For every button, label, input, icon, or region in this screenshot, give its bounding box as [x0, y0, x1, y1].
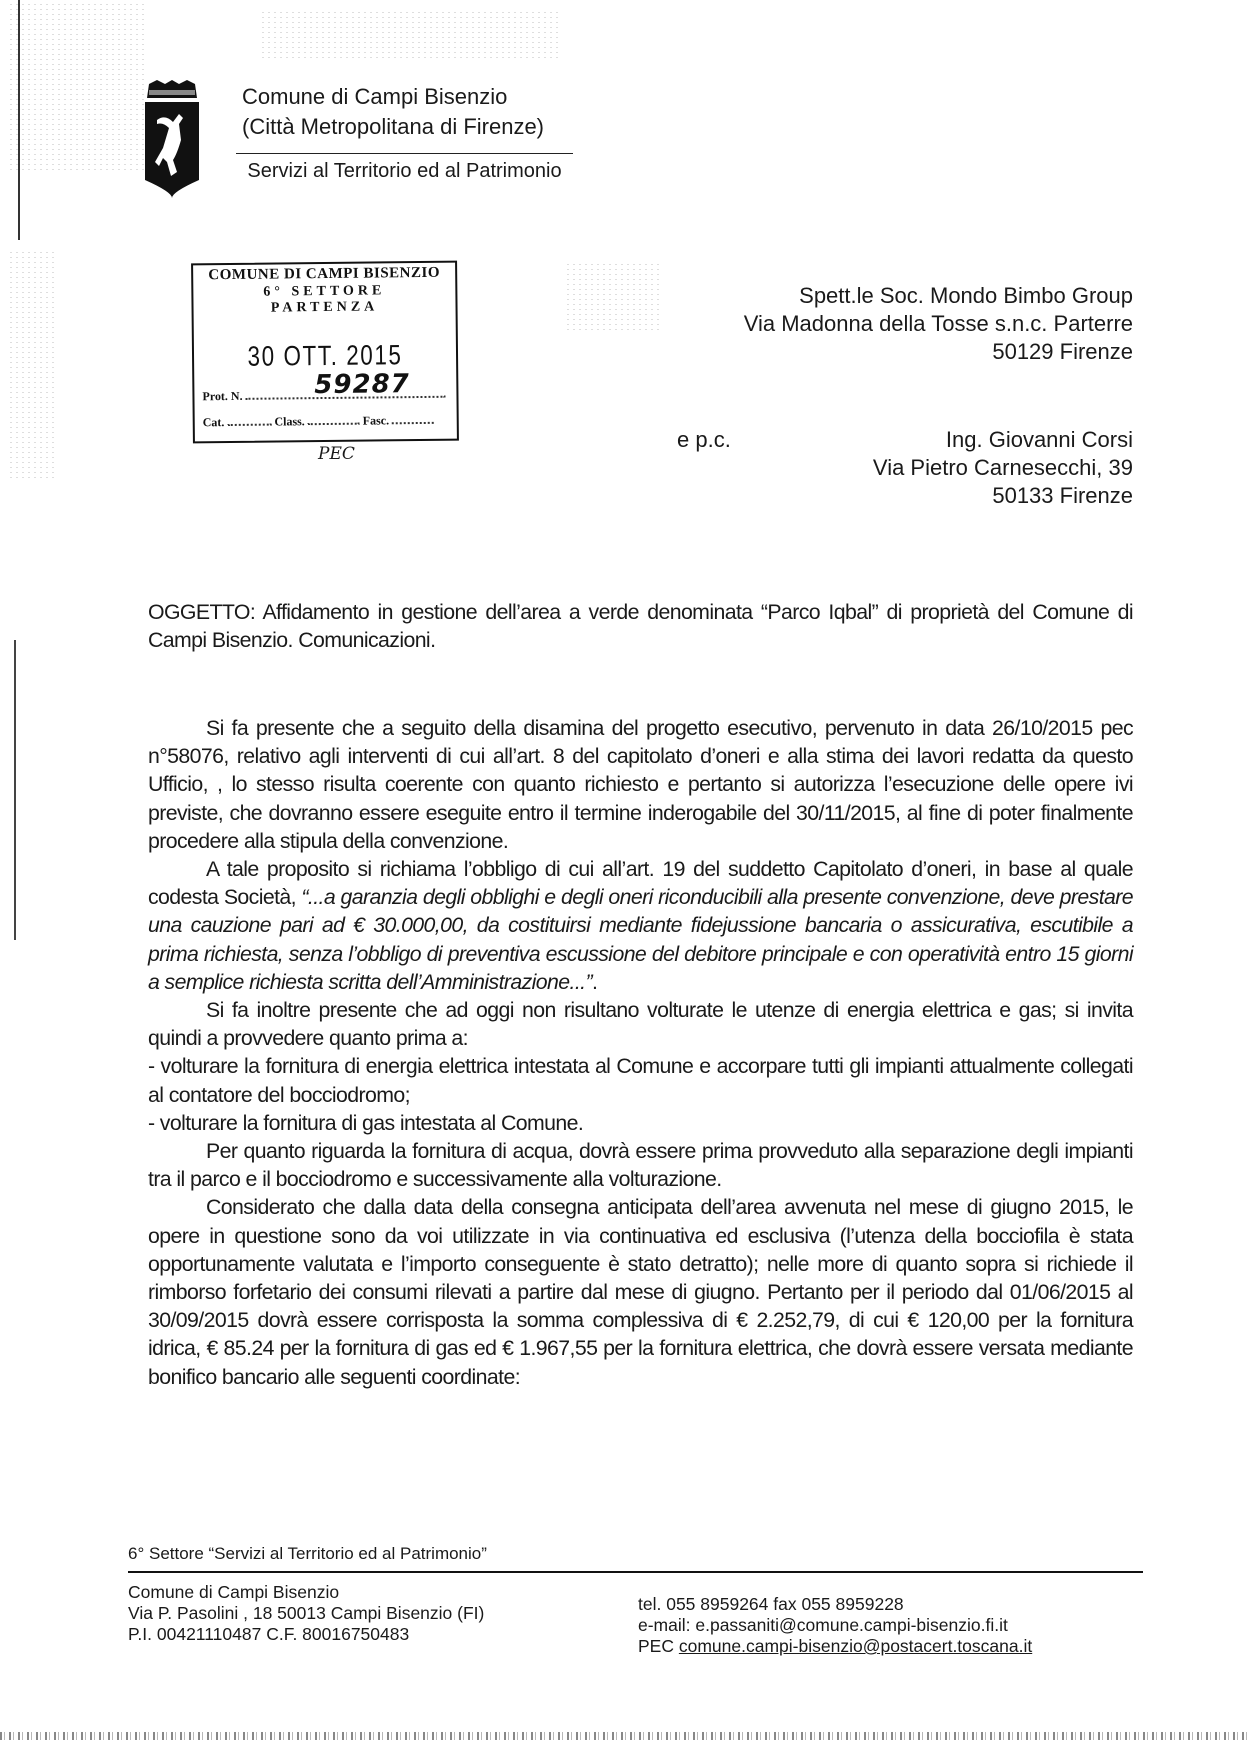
institution-subtitle: (Città Metropolitana di Firenze)	[242, 114, 545, 139]
pec-label: PEC	[638, 1636, 679, 1656]
stamp-line-1: COMUNE DI CAMPI BISENZIO	[208, 264, 441, 284]
protocol-dotted-line	[246, 396, 446, 400]
footer-divider	[128, 1571, 1143, 1573]
footer-tax-ids: P.I. 00421110487 C.F. 80016750483	[128, 1624, 410, 1644]
footer-phone-fax: tel. 055 8959264 fax 055 8959228	[638, 1594, 904, 1614]
protocol-row	[202, 387, 450, 405]
scan-bottom-artifact	[0, 1732, 1247, 1740]
pec-link[interactable]: comune.campi-bisenzio@postacert.toscana.it	[678, 1636, 1033, 1656]
recipient-address	[744, 282, 1133, 366]
bullet-item-1: - volturare la fornitura di energia elettrica intestata al Comune e accorpare tutti gli impianti attualmente collegati al contatore del bocciodromo;	[148, 1054, 1133, 1107]
scan-noise	[8, 250, 58, 480]
footer-contacts	[638, 1594, 1032, 1657]
paragraph-4: Per quanto riguarda la fornitura di acqua, dovrà essere prima provveduto alla separazione degli impianti tra il parco e il bocciodromo e successivamente alla volturazione.	[148, 1139, 1133, 1192]
stamp-line-3: PARTENZA	[270, 299, 379, 316]
institution-name: Comune di Campi Bisenzio	[242, 84, 508, 109]
office-name: Servizi al Territorio ed al Patrimonio	[247, 160, 562, 182]
footer-street: Via P. Pasolini , 18 50013 Campi Bisenzio (FI)	[128, 1603, 485, 1623]
footer-org: Comune di Campi Bisenzio	[128, 1582, 340, 1602]
header-divider	[236, 153, 573, 154]
paragraph-1: Si fa presente che a seguito della disamina del progetto esecutivo, pervenuto in data 26/10/2015 pec n°58076, relativo agli interventi di cui all’art. 8 del capitolato d’oneri e alla stima dei lavori redatta da questo Ufficio, , lo stesso risulta coerente con quanto richiesto e pertanto si autorizza l’esecuzione delle opere ivi previste, che dovranno essere eseguite entro il termine inderogabile del 30/11/2015, al fine di poter finalmente procedere alla stipula della convenzione.	[148, 716, 1133, 853]
paragraph-5: Considerato che dalla data della consegna anticipata dell’area avvenuta nel mese di giugno 2015, le opere in questione sono da voi utilizzate in via continuativa ed esclusiva (l’utenza della bocciofila è stata opportunamente valutata e l’importo conseguente è stato detratto); nelle more di quanto sopra si richiede il rimborso forfetario dei consumi rilevati a partire dal mese di giugno. Pertanto per il periodo dal 01/06/2015 al 30/09/2015 dovrà essere corrisposta la somma complessiva di € 2.252,79, di cui € 120,00 per la fornitura idrica, € 85.24 per la fornitura di gas ed € 1.967,55 per la fornitura elettrica, che dovrà essere versata mediante bonifico bancario alle seguenti coordinate:	[148, 1195, 1133, 1389]
letter-body	[148, 714, 1133, 1391]
scan-noise	[565, 262, 660, 332]
fasc-label: Fasc.	[362, 413, 390, 428]
class-label: Class.	[274, 414, 305, 429]
cc-label: e p.c.	[677, 427, 731, 452]
cc-street: Via Pietro Carnesecchi, 39	[872, 455, 1133, 480]
recipient-city: 50129 Firenze	[992, 339, 1133, 364]
handwritten-pec-note: PEC	[318, 444, 355, 464]
footer-address	[128, 1582, 484, 1645]
dotted-line	[227, 424, 271, 426]
cc-city: 50133 Firenze	[992, 483, 1133, 508]
scan-edge-line	[14, 640, 16, 940]
footer-email-row	[638, 1615, 1032, 1636]
dotted-line	[392, 422, 434, 424]
protocol-label: Prot. N.	[202, 388, 243, 404]
email-label: e-mail:	[638, 1615, 696, 1635]
paragraph-2	[148, 855, 1133, 996]
recipient-name: Spett.le Soc. Mondo Bimbo Group	[799, 283, 1133, 308]
subject	[148, 598, 1133, 654]
paragraph-3: Si fa inoltre presente che ad oggi non risultano volturate le utenze di energia elettrica e gas; si invita quindi a provvedere quanto prima a:	[148, 998, 1133, 1051]
paragraph-2-intro: A tale proposito si richiama l’obbligo di cui all’art. 19 del suddetto Capitolato d’oneri, in base al quale codesta Società,	[148, 857, 1133, 910]
footer-pec-row	[638, 1636, 1032, 1657]
cat-label: Cat.	[202, 415, 225, 430]
paragraph-2-end: .	[591, 969, 598, 994]
footer-sector: 6° Settore “Servizi al Territorio ed al Patrimonio”	[128, 1544, 487, 1563]
dotted-line	[308, 423, 360, 426]
subject-text: Affidamento in gestione dell’area a verde denominata “Parco Iqbal” di proprietà del Comune di Campi Bisenzio. Comunicazioni.	[148, 600, 1133, 653]
coat-of-arms-icon	[143, 80, 201, 200]
stamp-line-2: 6° SETTORE	[263, 283, 386, 300]
email-link[interactable]: e.passaniti@comune.campi-bisenzio.fi.it	[695, 1615, 1008, 1635]
paragraph-2-quote: “...a garanzia degli obblighi e degli oneri riconducibili alla presente convenzione, deve prestare una cauzione pari ad € 30.000,00, da costituirsi mediante fidejussione bancaria o assicurativa, escutibile a prima richiesta, senza l’obbligo di preventiva escussione del debitore principale e con operatività entro 15 giorni a semplice richiesta scritta dell’Amministrazione...”	[148, 885, 1133, 994]
stamp-date: 30 OTT. 2015	[247, 339, 403, 372]
protocol-number: 59287	[314, 369, 410, 401]
protocol-stamp	[191, 261, 459, 444]
scan-edge-line	[18, 0, 20, 240]
subject-label: OGGETTO:	[148, 600, 256, 624]
classification-row	[203, 413, 451, 431]
cc-address	[873, 426, 1133, 510]
cc-name: Ing. Giovanni Corsi	[945, 427, 1133, 452]
scan-noise	[260, 10, 560, 60]
recipient-street: Via Madonna della Tosse s.n.c. Parterre	[743, 311, 1133, 336]
bullet-item-2: - volturare la fornitura di gas intestata al Comune.	[148, 1110, 584, 1135]
scan-noise	[8, 2, 148, 172]
